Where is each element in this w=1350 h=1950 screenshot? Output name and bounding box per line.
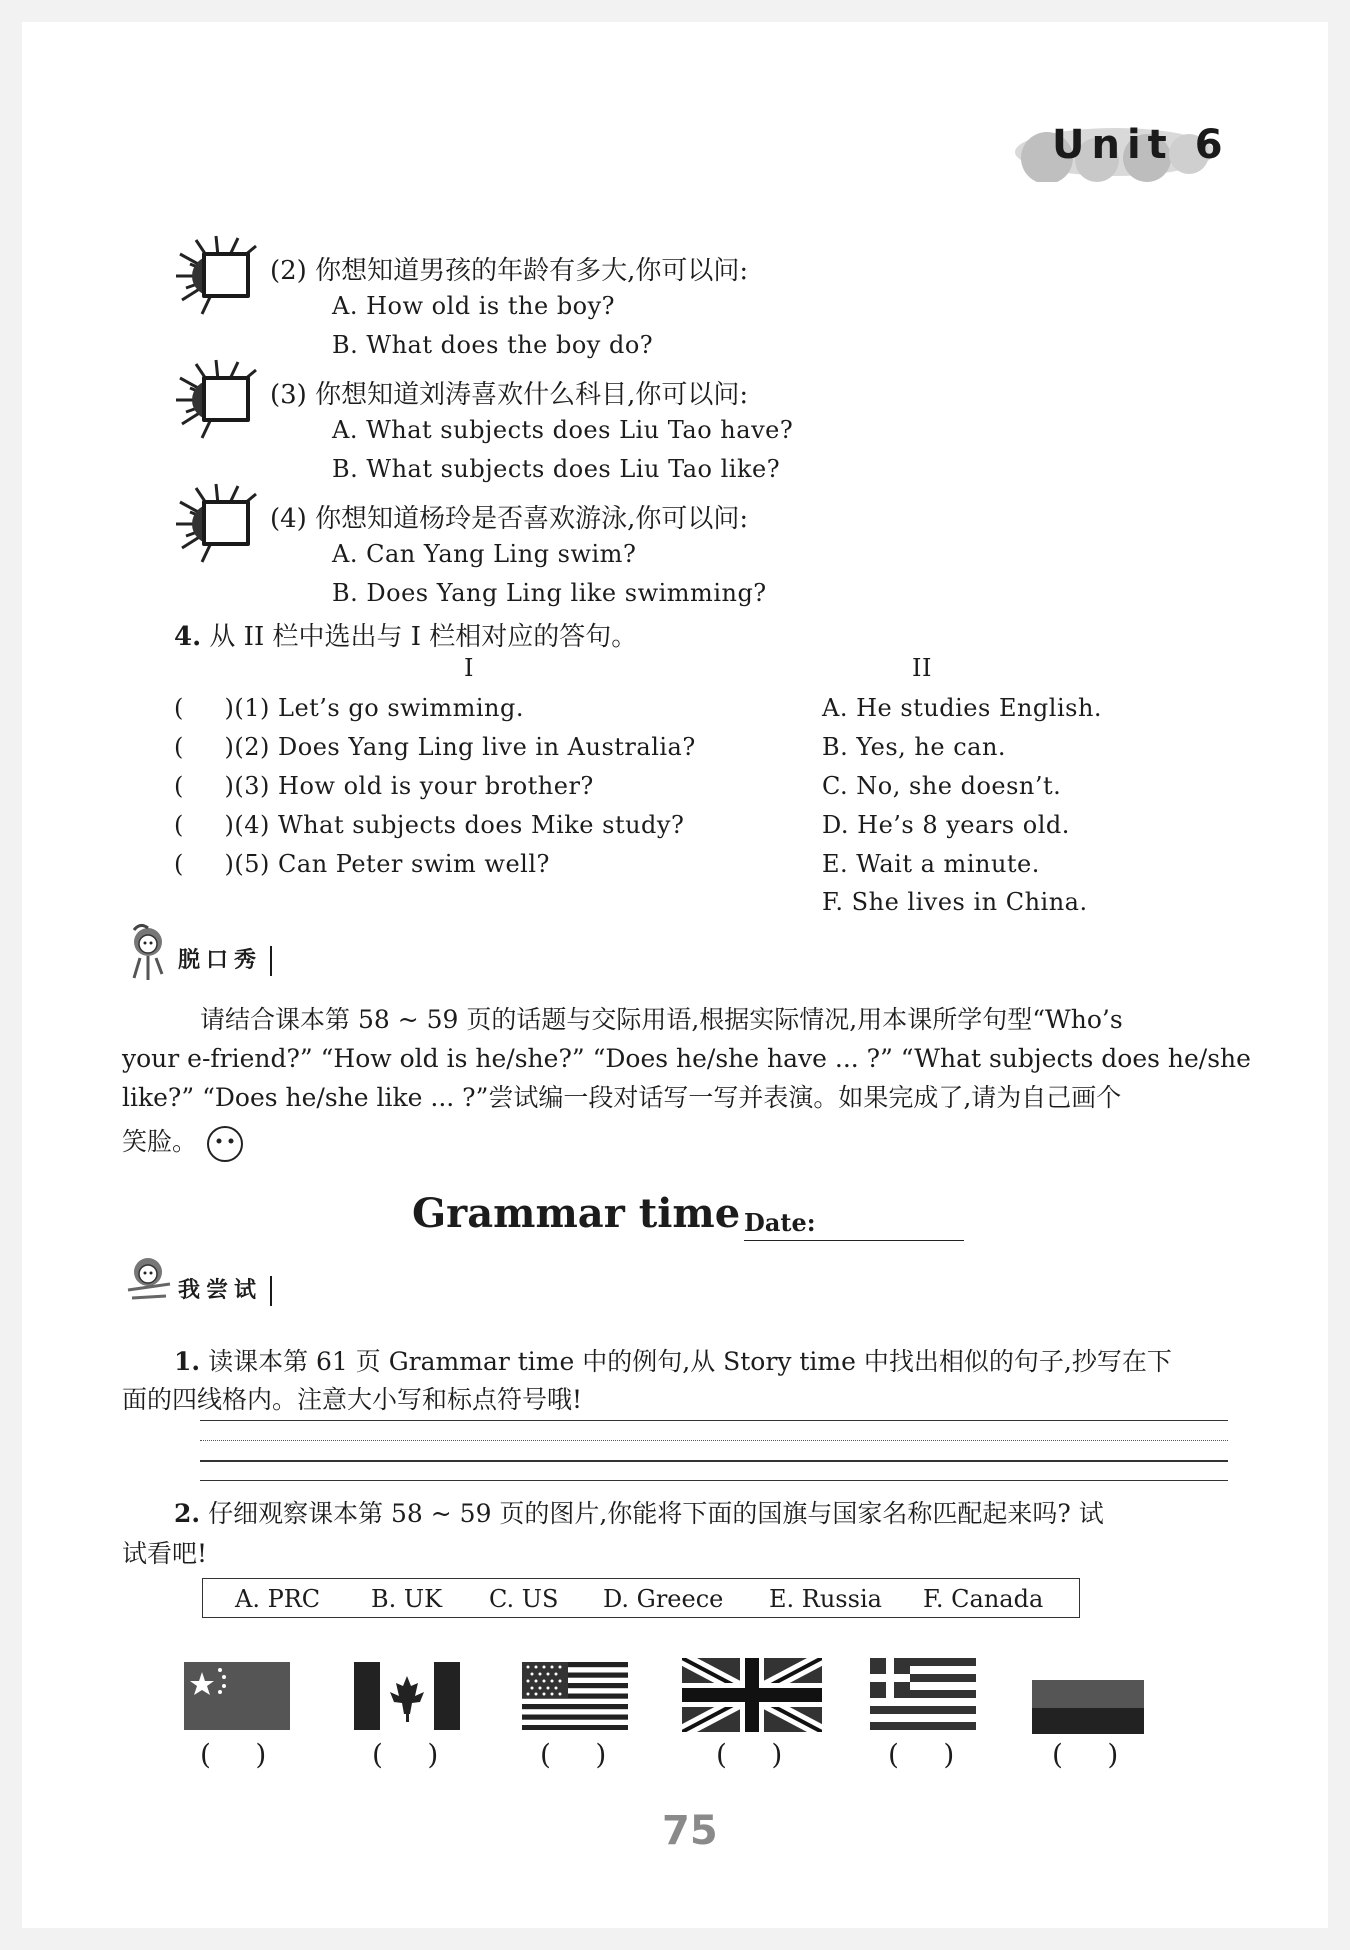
country-prc: A. PRC	[235, 1585, 321, 1613]
answer-option-b: B. Yes, he can.	[822, 733, 1007, 761]
try-q1-line-2: 面的四线格内。注意大小写和标点符号哦!	[122, 1385, 583, 1414]
matching-num: 4.	[174, 622, 202, 652]
talk-show-line-2: your e-friend?” “How old is he/she?” “Does he/she have ... ?” “What subjects does he/she	[122, 1044, 1251, 1073]
question-prompt: 你想知道男孩的年龄有多大,你可以问:	[315, 256, 749, 286]
answer-input-box[interactable]	[202, 500, 250, 546]
flag-answer-3[interactable]: ( )	[540, 1738, 607, 1771]
answer-input-box[interactable]	[202, 252, 250, 298]
uk-flag-icon	[682, 1658, 822, 1732]
match-row-5	[174, 850, 550, 878]
match-row-2	[174, 733, 696, 761]
answer-box-q4	[172, 482, 268, 566]
answer-input-box[interactable]	[202, 376, 250, 422]
item-num: (1)	[234, 694, 270, 722]
question-prompt: 你想知道杨玲是否喜欢游泳,你可以问:	[315, 504, 749, 534]
question-num: (3)	[270, 380, 307, 410]
option-b: B. What does the boy do?	[332, 331, 654, 359]
talk-show-line-4-text: 笑脸。	[122, 1127, 198, 1156]
usa-flag-icon	[522, 1662, 628, 1730]
question-num: (2)	[270, 256, 307, 286]
question-2-line	[270, 250, 748, 287]
flag-answer-5[interactable]: ( )	[888, 1738, 955, 1771]
question-4-line	[270, 498, 748, 535]
answer-bracket[interactable]: ( )	[174, 694, 235, 722]
country-russia: E. Russia	[769, 1585, 882, 1613]
country-us: C. US	[489, 1585, 559, 1613]
item-text: Does Yang Ling live in Australia?	[278, 733, 696, 761]
workbook-page	[22, 22, 1328, 1928]
answer-option-a: A. He studies English.	[822, 694, 1103, 722]
try-q2-line-1	[174, 1494, 1104, 1533]
q1-text: 读课本第 61 页 Grammar time 中的例句,从 Story time 中找出相似的句子,抄写在下	[208, 1347, 1172, 1376]
try-q2-line-2: 试看吧!	[122, 1539, 208, 1568]
q2-num: 2.	[174, 1499, 201, 1528]
q1-num: 1.	[174, 1347, 201, 1376]
grammar-time-title: Grammar time	[412, 1190, 741, 1237]
matching-title: 从 II 栏中选出与 I 栏相对应的答句。	[209, 622, 638, 652]
date-input-line[interactable]	[744, 1240, 964, 1241]
item-text: Let’s go swimming.	[278, 694, 524, 722]
grid-line	[200, 1440, 1228, 1441]
china-flag-icon	[184, 1662, 290, 1730]
item-num: (4)	[234, 811, 270, 839]
question-prompt: 你想知道刘涛喜欢什么科目,你可以问:	[315, 380, 749, 410]
column-2-header: II	[912, 654, 932, 682]
answer-box-q2	[172, 234, 268, 318]
grid-line	[200, 1460, 1228, 1462]
q2-text: 仔细观察课本第 58 ~ 59 页的图片,你能将下面的国旗与国家名称匹配起来吗? 试	[208, 1499, 1104, 1528]
question-3-line	[270, 374, 748, 411]
answer-bracket[interactable]: ( )	[174, 772, 235, 800]
option-b: B. What subjects does Liu Tao like?	[332, 455, 781, 483]
flag-answer-4[interactable]: ( )	[716, 1738, 783, 1771]
girl-mascot-icon	[122, 1250, 178, 1314]
flag-answer-6[interactable]: ( )	[1052, 1738, 1119, 1771]
option-b: B. Does Yang Ling like swimming?	[332, 579, 767, 607]
page-number: 75	[662, 1808, 718, 1854]
try-it-header	[122, 1250, 382, 1314]
try-q1-line-1	[174, 1342, 1172, 1381]
girl-mascot-icon	[122, 920, 178, 984]
talk-show-label: 脱口秀	[178, 946, 272, 976]
greece-flag-icon	[870, 1658, 976, 1730]
option-a: A. What subjects does Liu Tao have?	[332, 416, 794, 444]
country-canada: F. Canada	[923, 1585, 1044, 1613]
option-a: A. How old is the boy?	[332, 292, 616, 320]
item-num: (3)	[234, 772, 270, 800]
try-it-label: 我尝试	[178, 1276, 272, 1306]
unit-title: Unit 6	[1052, 122, 1230, 168]
answer-bracket[interactable]: ( )	[174, 733, 235, 761]
answer-bracket[interactable]: ( )	[174, 811, 235, 839]
question-num: (4)	[270, 504, 307, 534]
talk-show-line-3: like?” “Does he/she like ... ?”尝试编一段对话写一写并表演。如果完成了,请为自己画个	[122, 1083, 1122, 1112]
item-text: What subjects does Mike study?	[278, 811, 685, 839]
talk-show-line-1: 请结合课本第 58 ~ 59 页的话题与交际用语,根据实际情况,用本课所学句型“Who’s	[200, 1005, 1123, 1034]
four-line-writing-grid[interactable]	[200, 1420, 1228, 1482]
talk-show-line-4	[122, 1122, 245, 1164]
country-names-box	[202, 1578, 1080, 1618]
option-a: A. Can Yang Ling swim?	[332, 540, 637, 568]
russia-flag-icon	[1032, 1654, 1144, 1734]
match-row-4	[174, 811, 684, 839]
match-row-3	[174, 772, 594, 800]
item-num: (2)	[234, 733, 270, 761]
flag-answer-1[interactable]: ( )	[200, 1738, 267, 1771]
country-greece: D. Greece	[603, 1585, 724, 1613]
grid-line	[200, 1480, 1228, 1481]
date-label: Date:	[744, 1208, 816, 1237]
item-text: Can Peter swim well?	[278, 850, 550, 878]
matching-title-line	[174, 616, 637, 653]
flag-answer-2[interactable]: ( )	[372, 1738, 439, 1771]
item-text: How old is your brother?	[278, 772, 594, 800]
item-num: (5)	[234, 850, 270, 878]
column-1-header: I	[464, 654, 474, 682]
country-uk: B. UK	[371, 1585, 443, 1613]
match-row-1	[174, 694, 524, 722]
answer-option-d: D. He’s 8 years old.	[822, 811, 1070, 839]
answer-box-q3	[172, 358, 268, 442]
answer-option-c: C. No, she doesn’t.	[822, 772, 1062, 800]
answer-bracket[interactable]: ( )	[174, 850, 235, 878]
smiley-face-icon[interactable]	[205, 1124, 245, 1164]
canada-flag-icon	[354, 1662, 460, 1730]
grid-line	[200, 1420, 1228, 1421]
talk-show-header	[122, 920, 382, 984]
answer-option-e: E. Wait a minute.	[822, 850, 1040, 878]
answer-option-f: F. She lives in China.	[822, 888, 1088, 916]
